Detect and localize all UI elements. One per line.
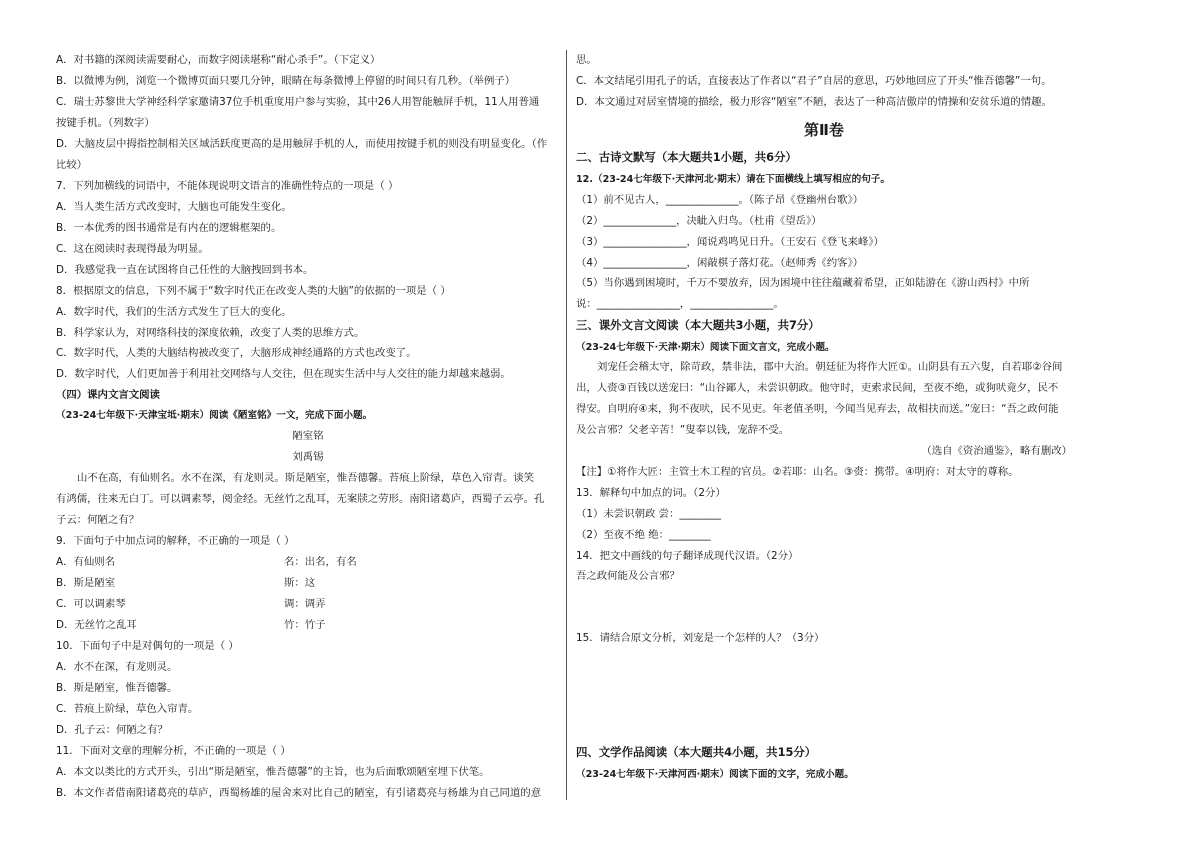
q9-row-d [56, 619, 560, 632]
q14-stem: 14．把文中画线的句子翻译成现代汉语。（2分） [576, 550, 799, 562]
q9-row-a-right: 名：出名，有名 [284, 556, 357, 568]
section4-heading: 四、文学作品阅读（本大题共4小题，共15分） [576, 745, 817, 759]
q6-option-d: D．大脑皮层中拇指控制相关区域活跃度更高的是用触屏手机的人，而使用按键手机的则没有明显变化。（作 [56, 138, 548, 150]
q7-option-c: C．这在阅读时表现得最为明显。 [56, 243, 209, 255]
q9-row-b-right: 斯：这 [284, 577, 316, 589]
section3-source: （23-24七年级下·天津·期末）阅读下面文言文，完成小题。 [576, 342, 835, 353]
q9-row-d-right: 竹：竹子 [284, 619, 326, 631]
q10-option-d: D．孔子云：何陋之有？ [56, 724, 168, 736]
q11-option-d: D．本文通过对居室情境的描绘，极力形容“陋室”不陋，表达了一种高洁傲岸的情操和安贫乐道的情趣。 [576, 96, 1052, 108]
q9-row-a-left: A．有仙则名 [56, 556, 116, 568]
q10-option-b: B．斯是陋室，惟吾德馨。 [56, 682, 178, 694]
section3-heading: 三、课外文言文阅读（本大题共3小题，共7分） [576, 318, 820, 332]
volume-title: 第Ⅱ卷 [804, 121, 844, 139]
left-column [56, 0, 560, 849]
passage-note: 【注】①将作大匠：主管土木工程的官员。②若耶：山名。③赍：携带。④明府：对太守的尊称。 [576, 466, 1019, 478]
recite-item-4: （4）________________，闲敲棋子落灯花。（赵师秀《约客》） [576, 257, 864, 269]
right-column [576, 0, 1072, 849]
poem-title: 陋室铭 [292, 430, 324, 442]
passage-line-4: 及公言邪？父老辛苦！”叟奉以钱，宠辞不受。 [576, 424, 790, 436]
q9-row-b [56, 577, 560, 590]
q9-row-c-right: 调：调弄 [284, 598, 326, 610]
poem-line-2: 有鸿儒，往来无白丁。可以调素琴，阅金经。无丝竹之乱耳，无案牍之劳形。南阳诸葛庐，西蜀子云亭。孔 [56, 493, 545, 505]
q13-stem: 13．解释句中加点的词。（2分） [576, 487, 726, 499]
q15-stem: 15．请结合原文分析，刘宠是一个怎样的人？（3分） [576, 632, 825, 644]
q10-option-a: A．水不在深，有龙则灵。 [56, 661, 178, 673]
q9-row-b-left: B．斯是陋室 [56, 577, 116, 589]
poem-line-3: 子云：何陋之有？ [56, 514, 140, 526]
section4-heading: （四）课内文言文阅读 [56, 389, 160, 401]
q6-option-d-cont: 比较） [56, 159, 88, 171]
q7-option-b: B．一本优秀的图书通常是有内在的逻辑框架的。 [56, 222, 282, 234]
q6-option-a: A．对书籍的深阅读需要耐心，而数字阅读堪称“耐心杀手”。（下定义） [56, 54, 381, 66]
recite-item-1: （1）前不见古人，______________。（陈子昂《登幽州台歌》） [576, 194, 864, 206]
q6-option-b: B．以微博为例，浏览一个微博页面只要几分钟，眼睛在每条微博上停留的时间只有几秒。（举例子） [56, 75, 516, 87]
passage-line-2: 出，人赍③百钱以送宠曰：“山谷鄙人，未尝识朝政。他守时，吏索求民间，至夜不绝，或狗吠竟夕，民不 [576, 382, 1059, 394]
q10-stem: 10．下面句子中是对偶句的一项是（ ） [56, 640, 239, 652]
q9-stem: 9．下面句子中加点词的解释，不正确的一项是（ ） [56, 535, 295, 547]
q9-row-c-left: C．可以调素琴 [56, 598, 126, 610]
q11-option-b-cont: 思。 [576, 54, 597, 66]
q9-row-c [56, 598, 560, 611]
q8-option-a: A．数字时代，我们的生活方式发生了巨大的变化。 [56, 306, 292, 318]
q6-option-c: C．瑞士苏黎世大学神经科学家邀请37位手机重度用户参与实验，其中26人用智能触屏手机，11人用普通 [56, 96, 540, 108]
q7-option-a: A．当人类生活方式改变时，大脑也可能发生变化。 [56, 201, 292, 213]
q9-row-a [56, 556, 560, 569]
q8-option-c: C．数字时代，人类的大脑结构被改变了，大脑形成神经通路的方式也改变了。 [56, 347, 417, 359]
column-divider [566, 50, 567, 800]
q11-option-c: C．本文结尾引用孔子的话，直接表达了作者以“君子”自居的意思，巧妙地回应了开头“惟吾德馨”一句。 [576, 75, 1052, 87]
q13-item-1: （1）未尝识朝政 尝：________ [576, 508, 721, 520]
section2-heading: 二、古诗文默写（本大题共1小题，共6分） [576, 150, 797, 164]
recite-item-3: （3）________________，闻说鸡鸣见日升。（王安石《登飞来峰》） [576, 236, 884, 248]
q7-option-d: D．我感觉我一直在试图将自己任性的大脑拽回到书本。 [56, 264, 314, 276]
recite-item-2: （2）______________，决眦入归鸟。（杜甫《望岳》） [576, 215, 822, 227]
recite-item-5-cont: 说：________________，________________。 [576, 298, 784, 310]
q11-option-a: A．本文以类比的方式开头，引出“斯是陋室，惟吾德馨”的主旨，也为后面歌颂陋室埋下伏笔。 [56, 766, 490, 778]
poem-line-1: 山不在高，有仙则名。水不在深，有龙则灵。斯是陋室，惟吾德馨。苔痕上阶绿，草色入帘青。谈笑 [77, 472, 535, 484]
section4-source: （23-24七年级下·天津河西·期末）阅读下面的文字，完成小题。 [576, 769, 854, 780]
q13-item-2: （2）至夜不绝 绝：________ [576, 529, 711, 541]
q9-row-d-left: D．无丝竹之乱耳 [56, 619, 137, 631]
passage-line-3: 得安。自明府④来，狗不夜吠，民不见吏。年老值圣明，今闻当见弃去，故相扶而送。”宠曰：“吾之政何能 [576, 403, 1059, 415]
q11-option-b: B．本文作者借南阳诸葛亮的草庐，西蜀杨雄的屋舍来对比自己的陋室，有引诸葛亮与杨雄为自己同道的意 [56, 787, 542, 799]
poem-author: 刘禹锡 [292, 451, 324, 463]
q8-option-b: B．科学家认为，对网络科技的深度依赖，改变了人类的思维方式。 [56, 327, 365, 339]
q8-option-d: D．数字时代，人们更加善于利用社交网络与人交往，但在现实生活中与人交往的能力却越来越弱。 [56, 368, 511, 380]
section2-source: 12.（23-24七年级下·天津河北·期末）请在下面横线上填写相应的句子。 [576, 174, 890, 185]
q7-stem: 7．下列加横线的词语中，不能体现说明文语言的准确性特点的一项是（ ） [56, 180, 399, 192]
q8-stem: 8．根据原文的信息，下列不属于“数字时代正在改变人类的大脑”的依据的一项是（ ） [56, 285, 451, 297]
recite-item-5: （5）当你遇到困境时，千万不要放弃，因为困境中往往蕴藏着希望，正如陆游在《游山西村》中所 [576, 277, 1030, 289]
section4-source: （23-24七年级下·天津宝坻·期末）阅读《陋室铭》一文，完成下面小题。 [56, 410, 373, 421]
q14-sentence: 吾之政何能及公言邪？ [576, 570, 680, 582]
q11-stem: 11．下面对文章的理解分析，不正确的一项是（ ） [56, 745, 291, 757]
passage-line-1: 刘宠任会稽太守，除苛政，禁非法，郡中大治。朝廷征为将作大匠①。山阴县有五六叟，自若耶②谷间 [597, 361, 1063, 373]
q10-option-c: C．苔痕上阶绿，草色入帘青。 [56, 703, 199, 715]
q6-option-c-cont: 按键手机。（列数字） [56, 117, 155, 129]
passage-citation: （选自《资治通鉴》，略有删改） [921, 445, 1072, 457]
